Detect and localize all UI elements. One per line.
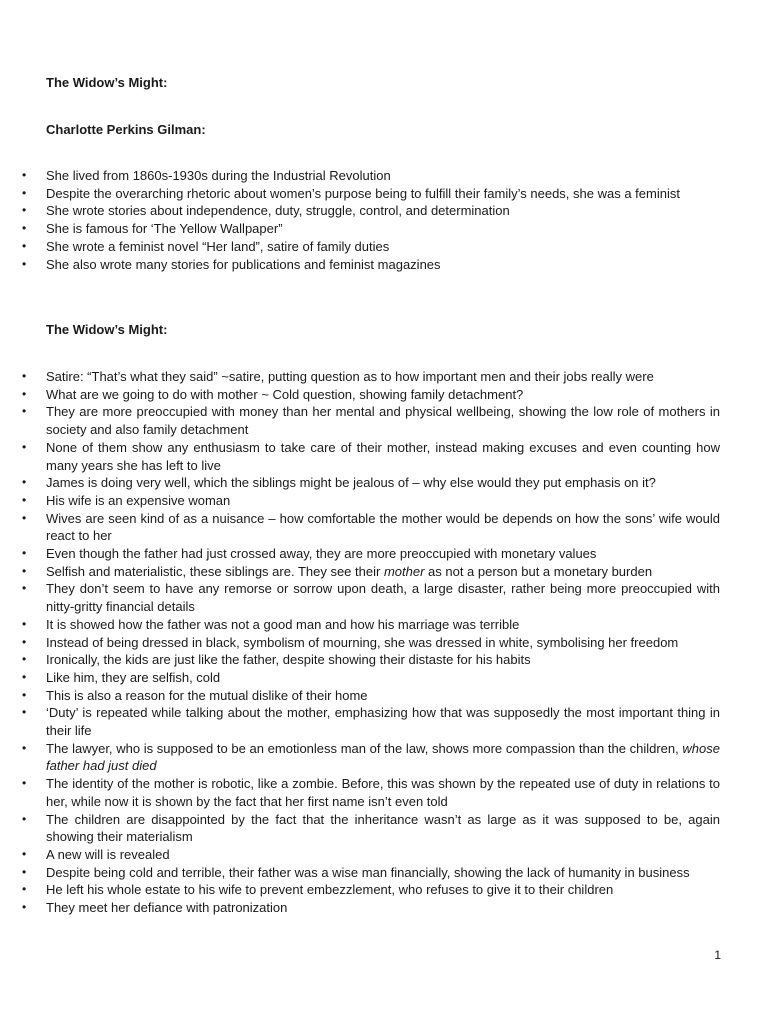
list-item-text: as not a person but a monetary burden	[424, 563, 653, 579]
list-item	[0, 563, 720, 581]
list-item: • This is also a reason for the mutual dislike of their home	[0, 687, 720, 705]
list-item	[0, 740, 720, 775]
list-item: • He left his whole estate to his wife to prevent embezzlement, who refuses to give it to their children	[0, 881, 720, 899]
list-item: • She lived from 1860s-1930s during the Industrial Revolution	[0, 167, 720, 185]
list-item: • They don’t seem to have any remorse or sorrow upon death, a large disaster, rather being more preoccupied with nitty-gritty financial details	[0, 580, 720, 615]
list-item: • None of them show any enthusiasm to take care of their mother, instead making excuses and even counting how many years she has left to live	[0, 439, 720, 474]
section-heading: The Widow’s Might:	[46, 322, 168, 337]
list-item: • The children are disappointed by the fact that the inheritance wasn’t as large as it was supposed to be, again showing their materialism	[0, 811, 720, 846]
list-item: • What are we going to do with mother ~ Cold question, showing family detachment?	[0, 386, 720, 404]
italic-text: mother	[383, 563, 425, 579]
list-item: • Even though the father had just crossed away, they are more preoccupied with monetary values	[0, 545, 720, 563]
list-item: • She wrote stories about independence, duty, struggle, control, and determination	[0, 202, 720, 220]
list-item: • Instead of being dressed in black, symbolism of mourning, she was dressed in white, symbolising her freedom	[0, 634, 720, 652]
page-number: 1	[714, 948, 721, 962]
list-item: • Despite the overarching rhetoric about women’s purpose being to fulfill their family’s needs, she was a feminist	[0, 185, 720, 203]
list-item: • She is famous for ‘The Yellow Wallpaper”	[0, 220, 720, 238]
list-item: • It is showed how the father was not a good man and how his marriage was terrible	[0, 616, 720, 634]
list-item: • Wives are seen kind of as a nuisance – how comfortable the mother would be depends on how the sons’ wife would react to her	[0, 510, 720, 545]
list-item: • She wrote a feminist novel “Her land”, satire of family duties	[0, 238, 720, 256]
list-item: • Satire: “That’s what they said” ~satire, putting question as to how important men and their jobs really were	[0, 368, 720, 386]
list-item: • Despite being cold and terrible, their father was a wise man financially, showing the lack of humanity in business	[0, 864, 720, 882]
list-item: • A new will is revealed	[0, 846, 720, 864]
list-item: • The identity of the mother is robotic, like a zombie. Before, this was shown by the repeated use of duty in relations to her, while now it is shown by the fact that her first name isn’t even told	[0, 775, 720, 810]
author-heading: Charlotte Perkins Gilman:	[46, 122, 206, 137]
list-item-text: The lawyer, who is supposed to be an emotionless man of the law, shows more compassion than the children,	[46, 740, 683, 756]
list-item: • She also wrote many stories for publications and feminist magazines	[0, 256, 720, 274]
list-item: • They are more preoccupied with money than her mental and physical wellbeing, showing the low role of mothers in society and also family detachment	[0, 403, 720, 438]
list-item: • Like him, they are selfish, cold	[0, 669, 720, 687]
list-item: • James is doing very well, which the siblings might be jealous of – why else would they put emphasis on it?	[0, 474, 720, 492]
italic-text: whose father had just died	[46, 740, 720, 774]
document-title: The Widow’s Might:	[46, 75, 168, 90]
list-item-text: Selfish and materialistic, these siblings are. They see their	[46, 563, 384, 579]
story-bullet-list	[0, 368, 720, 917]
list-item: • ‘Duty’ is repeated while talking about the mother, emphasizing how that was supposedly the most important thing in their life	[0, 704, 720, 739]
list-item: • Ironically, the kids are just like the father, despite showing their distaste for his habits	[0, 651, 720, 669]
list-item: • They meet her defiance with patronization	[0, 899, 720, 917]
author-bullet-list	[0, 167, 720, 273]
list-item: • His wife is an expensive woman	[0, 492, 720, 510]
